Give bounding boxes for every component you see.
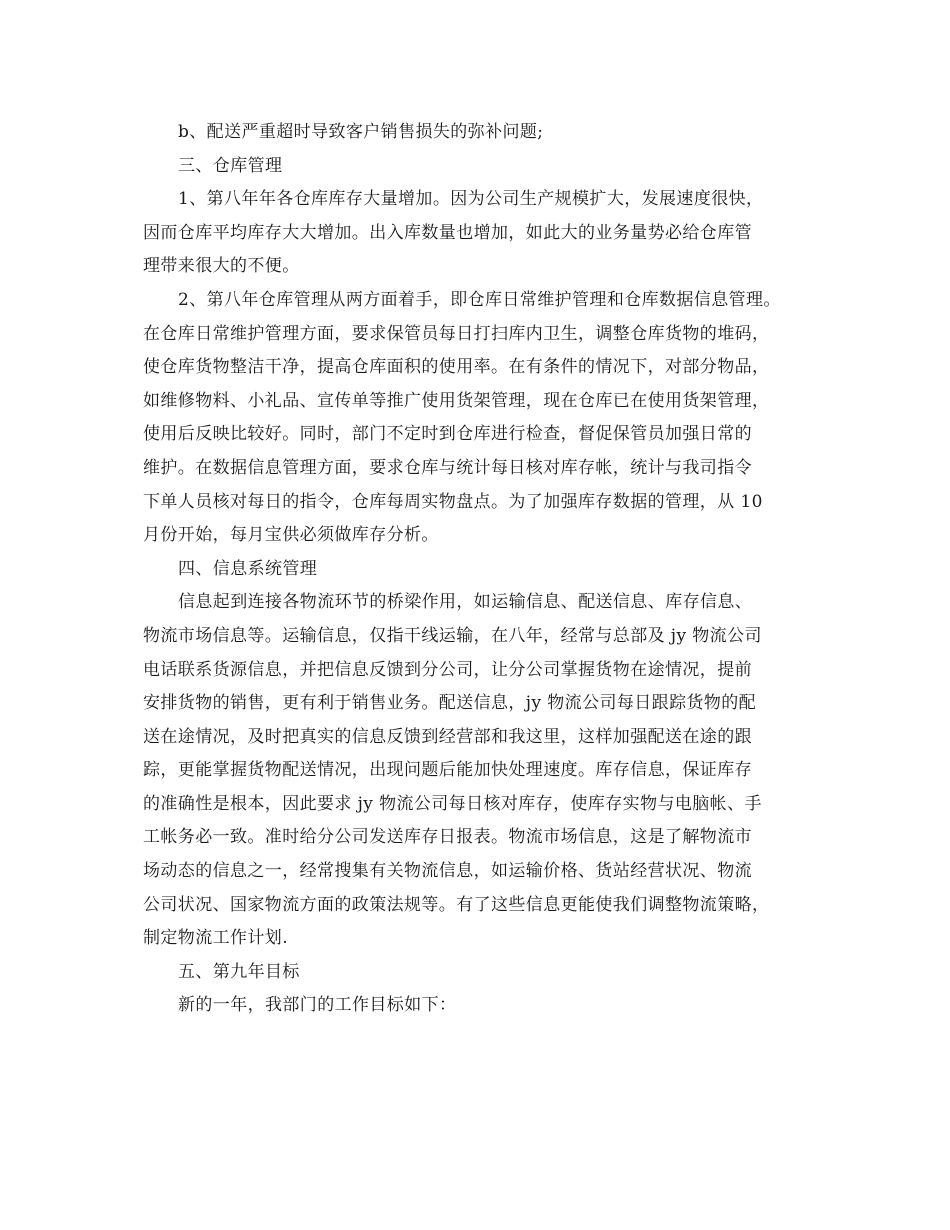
paragraph-line: 因而仓库平均库存大大增加。出入库数量也增加，如此大的业务量势必给仓库管 <box>143 222 752 243</box>
paragraph-line: 下单人员核对每日的指令，仓库每周实物盘点。为了加强库存数据的管理，从 10 <box>143 491 763 512</box>
paragraph-line: 制定物流工作计划. <box>143 928 289 949</box>
paragraph-line: 使仓库货物整洁干净，提高仓库面积的使用率。在有条件的情况下，对部分物品， <box>143 357 770 378</box>
paragraph-line: 物流市场信息等。运输信息，仅指干线运输，在八年，经常与总部及 jy 物流公司 <box>143 625 762 646</box>
paragraph-line: 维护。在数据信息管理方面，要求仓库与统计每日核对库存帐，统计与我司指令 <box>143 457 752 478</box>
paragraph-line: 新的一年，我部门的工作目标如下： <box>178 995 457 1016</box>
paragraph-line: 的准确性是根本，因此要求 jy 物流公司每日核对库存，使库存实物与电脑帐、手 <box>143 793 762 814</box>
paragraph-line: 电话联系货源信息，并把信息反馈到分公司，让分公司掌握货物在途情况，提前 <box>143 659 752 680</box>
section-heading: 三、仓库管理 <box>178 155 283 176</box>
paragraph-line: 在仓库日常维护管理方面，要求保管员每日打扫库内卫生，调整仓库货物的堆码， <box>143 323 770 344</box>
paragraph-line: 安排货物的销售，更有利于销售业务。配送信息，jy 物流公司每日跟踪货物的配 <box>143 693 757 714</box>
paragraph-line: 踪，更能掌握货物配送情况，出现问题后能加快处理速度。库存信息，保证库存 <box>143 760 752 781</box>
paragraph-line: 工帐务必一致。准时给分公司发送库存日报表。物流市场信息，这是了解物流市 <box>143 827 752 848</box>
paragraph-line: 场动态的信息之一，经常搜集有关物流信息，如运输价格、货站经营状况、物流 <box>143 861 752 882</box>
paragraph-line: 理带来很大的不便。 <box>143 256 300 277</box>
paragraph-line: 使用后反映比较好。同时，部门不定时到仓库进行检查，督促保管员加强日常的 <box>143 424 752 445</box>
paragraph-line: 信息起到连接各物流环节的桥梁作用，如运输信息、配送信息、库存信息、 <box>178 592 753 613</box>
paragraph-line: 月份开始，每月宝供必须做库存分析。 <box>143 525 439 546</box>
paragraph-line: 送在途情况，及时把真实的信息反馈到经营部和我这里，这样加强配送在途的跟 <box>143 726 752 747</box>
section-heading: 五、第九年目标 <box>178 961 300 982</box>
document-body <box>143 116 823 1023</box>
section-heading: 四、信息系统管理 <box>178 558 318 579</box>
paragraph-line: b、配送严重超时导致客户销售损失的弥补问题; <box>178 122 544 142</box>
paragraph-line: 公司状况、国家物流方面的政策法规等。有了这些信息更能使我们调整物流策略， <box>143 894 770 915</box>
paragraph-line: 2、第八年仓库管理从两方面着手，即仓库日常维护管理和仓库数据信息管理。 <box>178 289 781 310</box>
paragraph-line: 如维修物料、小礼品、宣传单等推广使用货架管理，现在仓库已在使用货架管理， <box>143 390 770 411</box>
paragraph-line: 1、第八年年各仓库库存大量增加。因为公司生产规模扩大，发展速度很快， <box>178 189 764 210</box>
